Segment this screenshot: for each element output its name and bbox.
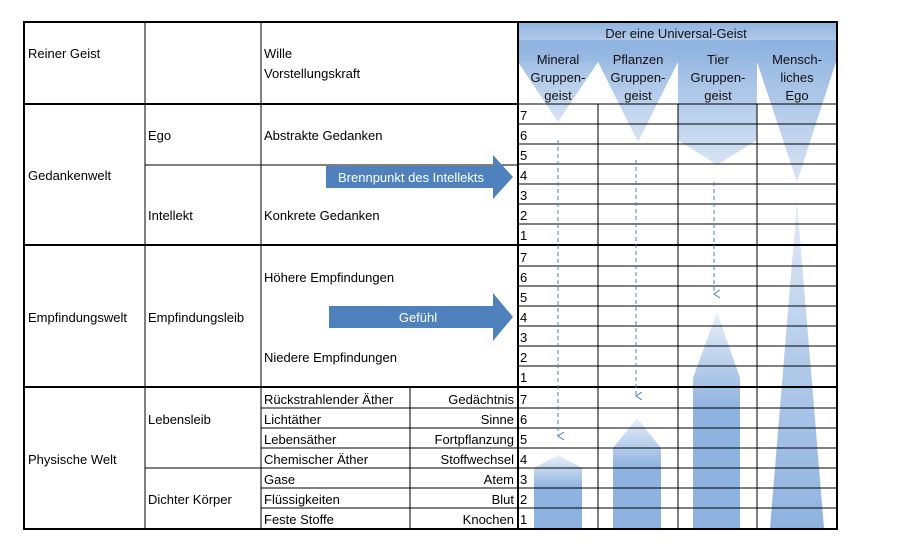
level-number: 1 (520, 370, 528, 385)
ether-function: Atem (483, 472, 514, 487)
world-physische-welt: Physische Welt (28, 452, 117, 467)
quality-abstrakte-gedanken: Abstrakte Gedanken (264, 128, 383, 143)
level-number: 6 (520, 128, 528, 143)
group-spirit-label-line: geist (624, 88, 652, 103)
world-reiner-geist: Reiner Geist (28, 46, 101, 61)
ether-function: Knochen (462, 512, 514, 527)
body-intellekt: Intellekt (148, 208, 193, 223)
group-spirit-label-line: liches (780, 70, 814, 85)
group-spirit-label-line: Ego (785, 88, 809, 103)
level-number: 2 (520, 492, 528, 507)
level-number: 5 (520, 290, 528, 305)
level-number: 1 (520, 512, 528, 527)
group-spirit-label-line: Pflanzen (612, 52, 664, 67)
body-dichter-koerper: Dichter Körper (148, 492, 232, 507)
gefuehl-label: Gefühl (398, 310, 438, 325)
ether-substance: Feste Stoffe (264, 512, 334, 527)
level-number: 2 (520, 350, 528, 365)
group-spirit-label-line: Gruppen- (690, 70, 746, 85)
level-number: 7 (520, 108, 528, 123)
group-spirit-label-line: geist (544, 88, 572, 103)
level-number: 7 (520, 250, 528, 265)
level-number: 1 (520, 228, 528, 243)
level-number: 4 (520, 310, 528, 325)
group-spirit-label-line: Gruppen- (530, 70, 586, 85)
level-numbers-physische-welt (520, 392, 527, 527)
ether-substance: Lichtäther (264, 412, 322, 427)
group-spirit-label-line: geist (704, 88, 732, 103)
ether-function: Sinne (480, 412, 514, 427)
ether-substance: Chemischer Äther (264, 452, 369, 467)
group-spirit-label-line: Mineral (536, 52, 580, 67)
quality-vorstellungskraft: Vorstellungskraft (264, 66, 361, 81)
quality-konkrete-gedanken: Konkrete Gedanken (264, 208, 380, 223)
level-number: 6 (520, 270, 528, 285)
body-ego: Ego (148, 128, 172, 143)
level-number: 4 (520, 168, 528, 183)
level-numbers-gedankenwelt (520, 108, 527, 243)
ether-function: Fortpflanzung (434, 432, 514, 447)
ether-function: Stoffwechsel (440, 452, 514, 467)
quality-wille: Wille (264, 46, 293, 61)
body-empfindungsleib: Empfindungsleib (148, 310, 245, 325)
level-number: 5 (520, 432, 528, 447)
level-number: 6 (520, 412, 528, 427)
level-numbers-empfindungswelt (520, 250, 527, 385)
ether-substance: Flüssigkeiten (264, 492, 340, 507)
level-number: 4 (520, 452, 528, 467)
level-number: 3 (520, 472, 528, 487)
ether-substance: Rückstrahlender Äther (264, 392, 394, 407)
body-lebensleib: Lebensleib (148, 412, 211, 427)
brennpunkt-label: Brennpunkt des Intellekts (338, 170, 484, 185)
group-spirit-label-line: Gruppen- (610, 70, 666, 85)
ether-function: Gedächtnis (448, 392, 514, 407)
group-spirit-label-line: Mensch- (772, 52, 822, 67)
level-number: 2 (520, 208, 528, 223)
mineral-body-shape (534, 455, 582, 528)
quality-niedere-empfindungen: Niedere Empfindungen (264, 350, 397, 365)
group-spirit-label-line: Tier (707, 52, 729, 67)
level-number: 3 (520, 188, 528, 203)
ether-substance: Lebensäther (264, 432, 337, 447)
level-number: 3 (520, 330, 528, 345)
human-body-shape (770, 202, 824, 528)
level-number: 7 (520, 392, 528, 407)
level-number: 5 (520, 148, 528, 163)
world-gedankenwelt: Gedankenwelt (28, 168, 112, 183)
ether-table (264, 392, 514, 527)
animal-body-shape (693, 312, 740, 528)
universal-spirit-title: Der eine Universal-Geist (605, 26, 747, 41)
quality-hoehere-empfindungen: Höhere Empfindungen (264, 270, 395, 285)
ether-function: Blut (491, 492, 514, 507)
plant-body-shape (613, 418, 661, 528)
ether-substance: Gase (264, 472, 296, 487)
world-empfindungswelt: Empfindungswelt (28, 310, 127, 325)
